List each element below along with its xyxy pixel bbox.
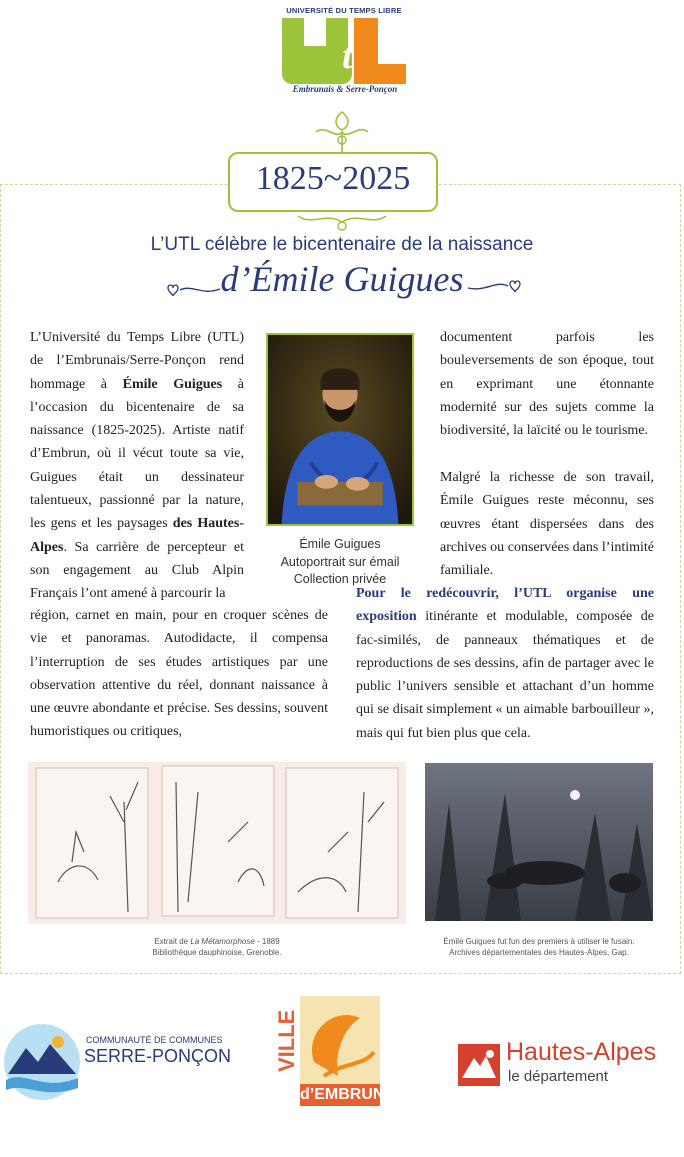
charcoal-caption [425, 936, 653, 958]
charcoal-caption-line2: Archives départementales des Hautes-Alpes, Gap. [449, 948, 629, 957]
intro-text-2: à l’occasion du bicentenaire de sa naissance (1825-2025). Artiste natif d’Embrun, où il vécut toute sa vie, Guigues était un dessinateur talentueux, passionné par la nature, les gens et les paysages [30, 376, 245, 532]
person-name-title: d’Émile Guigues [220, 259, 464, 299]
intro-text-1: L’Université du Temps Libre (UTL) de l’Embrunais/Serre-Ponçon rend hommage à [30, 330, 244, 392]
heart-flourish-right-icon [466, 276, 526, 294]
ccsp-line2: SERRE-PONÇON [84, 1046, 232, 1066]
unknown-text: Malgré la richesse de son travail, Émile Guigues reste méconnu, ses œuvres étant dispersées dans des archives ou conservées dans l’intimité familiale. [440, 470, 654, 579]
drawings-caption [28, 936, 406, 958]
exhibition-text: itinérante et modulable, composée de fac-similés, de panneaux thématiques et de reproductions de ses dessins, afin de partager avec le public l’univers sensible et attachant d’un homme qui se disait simplement « un aimable barbouilleur », mais qui fut bien plus que cela. [356, 609, 654, 741]
charcoal-image [425, 763, 653, 921]
subtitle: L’UTL célèbre le bicentenaire de la naissance [150, 234, 534, 255]
portrait-image [266, 333, 414, 526]
dembrun-label: d’EMBRUN [300, 1086, 385, 1103]
drawings-image [28, 762, 406, 924]
ha-subtitle: le département [508, 1068, 609, 1085]
utl-logo [282, 18, 406, 84]
portrait-caption-line: Collection privée [293, 572, 387, 586]
emile-guigues-bold: Émile Guigues [122, 376, 223, 392]
dates-title: 1825~2025 [255, 160, 411, 197]
svg-text:t: t [342, 35, 353, 77]
heart-flourish-left-icon [162, 280, 222, 298]
ccsp-line1: COMMUNAUTÉ DE COMMUNES [86, 1035, 223, 1045]
hautes-alpes-bold: des Hautes-Alpes [30, 516, 244, 555]
exhibition-bold: Pour le redécouvrir, l’UTL organise une exposition [356, 586, 654, 625]
flourish-ornament-icon [312, 110, 372, 154]
drawings-caption-title: La Métamorphose [190, 937, 255, 946]
intro-paragraph [30, 326, 244, 606]
modernity-paragraph [440, 326, 654, 442]
serre-poncon-logo [2, 1022, 82, 1102]
hautes-alpes-emblem-icon [458, 1044, 500, 1086]
portrait-caption [266, 536, 414, 589]
career-text: région, carnet en main, pour en croquer scènes de vie et panoramas. Autodidacte, il compensa l’interruption de ses études artistiques par une observation attentive du réel, donnant naissance à une œuvre abondante et précise. Ses dessins, souvent humoristiques ou critiques, [30, 608, 328, 740]
portrait-caption-line: Émile Guigues [299, 537, 381, 551]
exhibition-paragraph [356, 582, 654, 745]
charcoal-caption-line1: Émile Guigues fut fun des premiers à utiliser le fusain. [443, 937, 635, 946]
flourish-bottom-icon [296, 210, 388, 234]
portrait-caption-line: Autoportrait sur émail [280, 554, 400, 569]
unknown-paragraph [440, 466, 654, 582]
drawings-caption-post: - 1889 [254, 937, 280, 946]
modernity-text: documentent parfois les bouleversements de son époque, tout en exprimant une étonnante modernité sur des sujets comme la biodiversité, la laïcité ou le tourisme. [440, 330, 654, 439]
ville-label: VILLE [274, 1009, 299, 1072]
career-paragraph [30, 604, 328, 744]
utl-logo-subtitle: Embrunais & Serre-Ponçon [292, 84, 398, 94]
intro-text-3: . Sa carrière de percepteur et son engagement au Club Alpin Français l’ont amené à parcourir la [30, 539, 244, 602]
ha-title: Hautes-Alpes [506, 1038, 657, 1066]
drawings-caption-pre: Extrait de [154, 937, 191, 946]
drawings-caption-line2: Bibliothèque dauphinoise, Grenoble. [152, 948, 282, 957]
utl-logo-caption: UNIVERSITÉ DU TEMPS LIBRE [286, 6, 402, 15]
